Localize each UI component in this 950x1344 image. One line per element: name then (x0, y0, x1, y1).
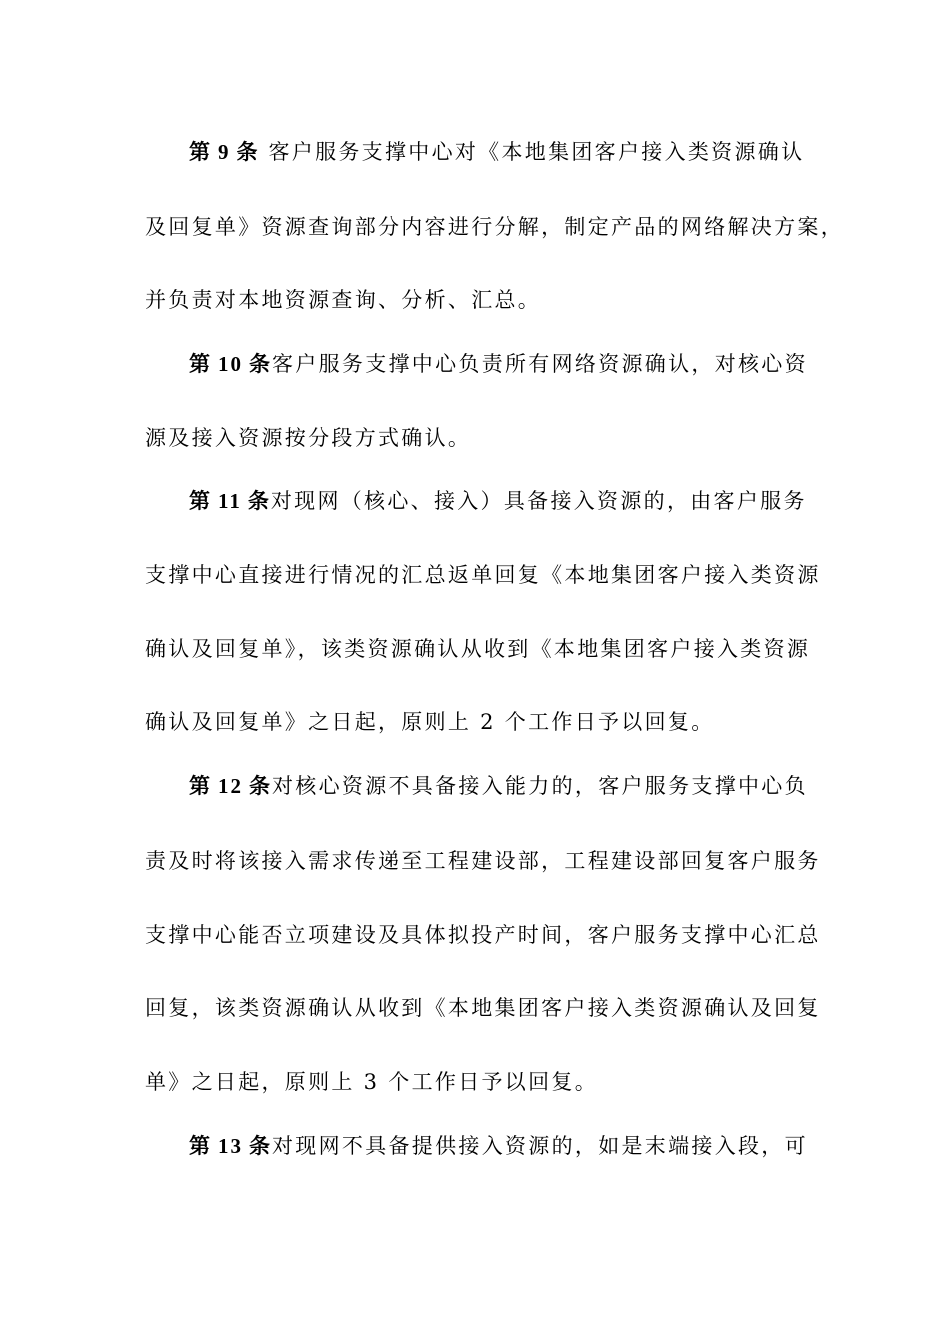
article-10-line-2: 源及接入资源按分段方式确认。 (145, 426, 472, 450)
article-11-line-1 (189, 483, 859, 519)
article-9-text: 客户服务支撑中心对《本地集团客户接入类资源确认 (259, 140, 805, 164)
article-13-text: 对现网不具备提供接入资源的，如是末端接入段，可 (272, 1134, 808, 1158)
article-11-text: 对现网（核心、接入）具备接入资源的，由客户服务 (270, 489, 807, 513)
article-11-line-3: 确认及回复单》，该类资源确认从收到《本地集团客户接入类资源 (145, 637, 811, 661)
article-13-line-1 (189, 1128, 859, 1164)
article-10-line-1 (189, 346, 859, 382)
article-11-line-2: 支撑中心直接进行情况的汇总返单回复《本地集团客户接入类资源 (145, 563, 821, 587)
article-12-line-2: 责及时将该接入需求传递至工程建设部，工程建设部回复客户服务 (145, 849, 821, 873)
article-9-line-1 (189, 134, 859, 170)
article-12-label: 第 12 条 (189, 773, 272, 798)
article-12-line-5: 单》之日起，原则上 3 个工作日予以回复。 (145, 1070, 599, 1094)
article-13-label: 第 13 条 (189, 1133, 272, 1158)
article-12-line-1 (189, 768, 859, 804)
article-12-line-3: 支撑中心能否立项建设及具体拟投产时间，客户服务支撑中心汇总 (145, 923, 821, 947)
article-9-label: 第 9 条 (189, 139, 260, 164)
article-10-label: 第 10 条 (189, 351, 272, 376)
article-11-line-4: 确认及回复单》之日起，原则上 2 个工作日予以回复。 (145, 710, 715, 734)
article-12-line-4: 回复，该类资源确认从收到《本地集团客户接入类资源确认及回复 (145, 996, 821, 1020)
article-9-line-3: 并负责对本地资源查询、分析、汇总。 (145, 288, 542, 312)
article-12-text: 对核心资源不具备接入能力的，客户服务支撑中心负 (272, 774, 808, 798)
article-9-line-2: 及回复单》资源查询部分内容进行分解，制定产品的网络解决方案， (145, 215, 844, 239)
article-10-text: 客户服务支撑中心负责所有网络资源确认，对核心资 (272, 352, 808, 376)
article-11-label: 第 11 条 (189, 488, 271, 513)
